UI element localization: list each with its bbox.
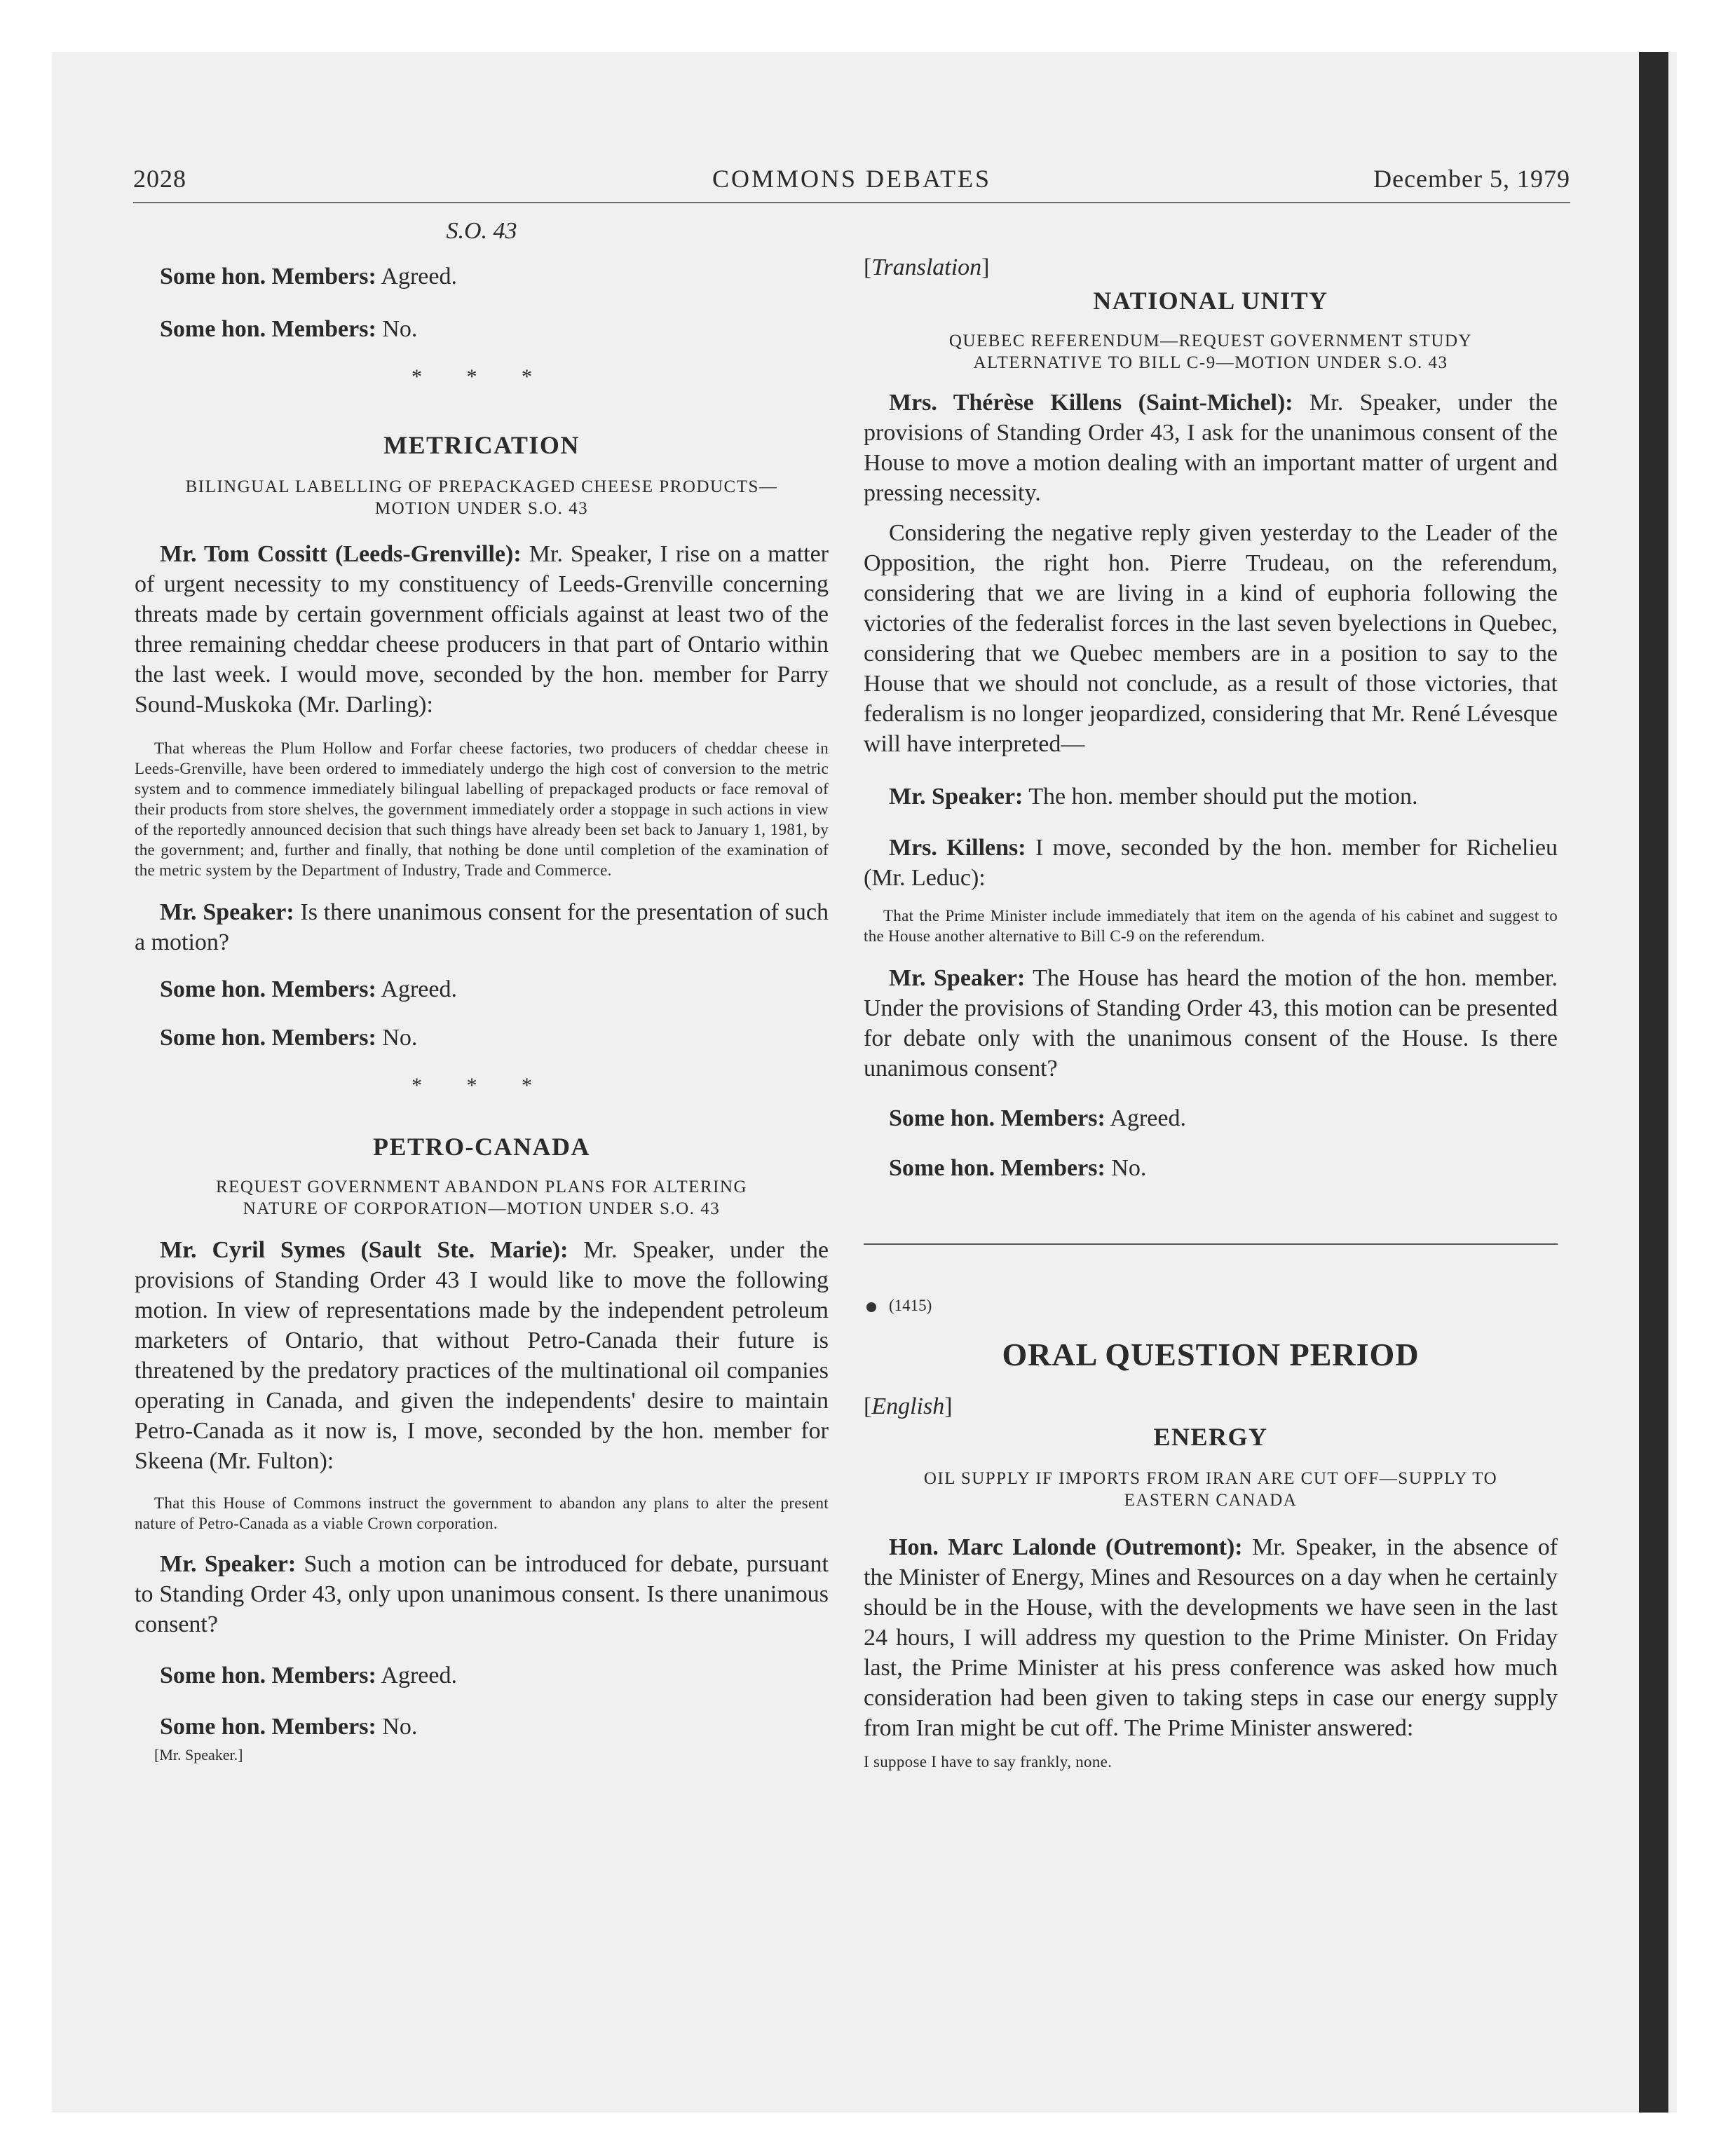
members-agreed [864,1103,1558,1133]
section-separator: * * * [411,1074,552,1097]
speech: Agreed. [381,1663,457,1688]
speaker-name: Mr. Speaker: [160,1551,297,1577]
speech-paragraph [864,1532,1558,1743]
speaker-name: Mr. Speaker: [889,784,1023,810]
english-marker: [English] [864,1393,953,1419]
speaker-name: Mrs. Killens: [889,835,1026,861]
english-label: English [871,1393,945,1419]
speaker-name: Some hon. Members: [160,1025,376,1051]
speech-paragraph [135,539,829,720]
section-subheading [135,1176,829,1220]
speech: Agreed. [381,264,457,289]
speech: Mr. Speaker, under the provisions of Standing Order 43, I ask for the unanimous consent of the House to move a motion dealing with an important matter of urgent and pressing necessity. [864,390,1558,506]
speech: Mr. Speaker, in the absence of the Minister of Energy, Mines and Resources on a day when he certainly should be in the House, with the developments we have seen in the last 24 hours, I will address my question to the Prime Minister. On Friday last, the Prime Minister at his press conference was asked how much consideration had been given to taking steps in case our energy supply from Iran might be cut off. The Prime Minister answered: [864,1534,1558,1741]
speech: Is there unanimous consent for the presentation of such a motion? [135,899,829,955]
speech-paragraph [864,963,1558,1084]
subheading-line: NATURE OF CORPORATION—MOTION UNDER S.O. 43 [243,1199,721,1218]
speaker-name: Some hon. Members: [889,1105,1105,1131]
page-number: 2028 [133,165,186,193]
section-rule [864,1243,1558,1245]
subheading-line: EASTERN CANADA [1124,1491,1298,1510]
members-no [135,1023,829,1053]
members-agreed [135,974,829,1004]
speaker-marker: [Mr. Speaker.] [154,1746,243,1763]
speaker-name: Mr. Cyril Symes (Sault Ste. Marie): [160,1237,569,1263]
issue-date: December 5, 1979 [1373,165,1570,193]
members-no [135,314,829,344]
motion-text: That the Prime Minister include immediately that item on the agenda of his cabinet and suggest to the House another alternative to Bill C-9 on the referendum. [864,907,1558,945]
speech-paragraph [135,1549,829,1639]
right-column [864,210,1558,1772]
translation-label: Translation [871,254,982,280]
speaker-name: Mr. Tom Cossitt (Leeds-Grenville): [160,541,522,567]
speech: Agreed. [381,976,457,1002]
motion-text: That this House of Commons instruct the government to abandon any plans to alter the present nature of Petro-Canada as a viable Crown corporation. [135,1494,829,1532]
bullet-icon [866,1302,876,1312]
translation-marker: [Translation] [864,254,990,280]
speech: The hon. member should put the motion. [1028,784,1418,810]
speech-paragraph: Considering the negative reply given yesterday to the Leader of the Opposition, the right hon. Pierre Trudeau, on the referendum, considering that we are living in a kind of euphoria following the victories of the federalist forces in the last seven byelections in Quebec, considering that we Quebec members are in a position to say to the House that we should not conclude, as a result of those victories, that federalism is no longer jeopardized, considering that Mr. René Lévesque will have interpreted— [864,520,1558,757]
section-heading-national-unity: NATIONAL UNITY [1093,287,1328,315]
section-heading-petro-canada: PETRO-CANADA [373,1133,590,1161]
time-stamp: (1415) [889,1297,932,1314]
page-header [133,163,1570,203]
speech-paragraph [864,782,1558,812]
members-agreed [135,1660,829,1691]
speaker-name: Hon. Marc Lalonde (Outremont): [889,1534,1243,1560]
speech-paragraph [864,833,1558,893]
section-heading-energy: ENERGY [1153,1423,1268,1451]
speaker-name: Mr. Speaker: [160,899,294,925]
speaker-name: Mr. Speaker: [889,965,1026,991]
speech: No. [1111,1155,1147,1181]
speaker-name: Some hon. Members: [160,1714,376,1740]
speech: No. [382,1714,418,1740]
subheading-line: ALTERNATIVE TO BILL C-9—MOTION UNDER S.O. 43 [973,353,1448,372]
section-subheading [864,330,1558,374]
speech: I move, seconded by the hon. member for Richelieu (Mr. Leduc): [864,835,1558,891]
members-no [135,1712,829,1742]
speaker-name: Some hon. Members: [160,1663,376,1688]
motion-text: That whereas the Plum Hollow and Forfar cheese factories, two producers of cheddar cheese in Leeds-Grenville, have been ordered to immediately undergo the high cost of conversion to the metric system and to commence immediately bilingual labelling of prepackaged products or face removal of their products from store shelves, the government immediately order a stoppage in such actions in view of the reportedly announced decision that such things have already been set back to January 1, 1981, by the government; and, further and finally, that nothing be done until completion of the examination of the metric system by the Department of Industry, Trade and Commerce. [135,739,829,879]
subheading-line: MOTION UNDER S.O. 43 [374,499,589,518]
section-heading-metrication: METRICATION [383,431,580,459]
speech: Agreed. [1110,1105,1186,1131]
publication-title: COMMONS DEBATES [712,165,992,193]
speech-paragraph [135,1235,829,1476]
speech-paragraph [135,897,829,957]
subheading-line: QUEBEC REFERENDUM—REQUEST GOVERNMENT STUDY [948,332,1473,350]
speaker-name: Some hon. Members: [160,976,376,1002]
speaker-name: Some hon. Members: [160,264,376,289]
speech: Mr. Speaker, I rise on a matter of urgent necessity to my constituency of Leeds-Grenville concerning threats made by certain government officials against at least two of the three remaining cheddar cheese producers in that part of Ontario within the last week. I would move, seconded by the hon. member for Parry Sound-Muskoka (Mr. Darling): [135,541,829,718]
scan-edge-shadow [1639,52,1668,2113]
speech: No. [382,1025,418,1051]
time-marker [866,1297,1558,1315]
oral-question-period-heading: ORAL QUESTION PERIOD [1002,1337,1420,1372]
speech: Such a motion can be introduced for debate, pursuant to Standing Order 43, only upon unanimous consent. Is there unanimous consent? [135,1551,829,1637]
section-subheading [135,476,829,519]
quoted-answer: I suppose I have to say frankly, none. [864,1753,1113,1770]
members-no [864,1153,1558,1183]
so43-label: S.O. 43 [446,218,517,244]
speaker-name: Some hon. Members: [160,316,376,342]
speech: The House has heard the motion of the hon. member. Under the provisions of Standing Order 43, this motion can be presented for debate only with the unanimous consent of the House. Is there unanimous consent? [864,965,1558,1082]
subheading-line: BILINGUAL LABELLING OF PREPACKAGED CHEESE PRODUCTS— [185,477,778,496]
section-subheading [864,1468,1558,1511]
speaker-name: Some hon. Members: [889,1155,1105,1181]
left-column [135,210,829,1764]
speech-paragraph [864,388,1558,508]
speech: No. [382,316,418,342]
section-separator: * * * [411,365,552,388]
speech: Mr. Speaker, under the provisions of Standing Order 43 I would like to move the following motion. In view of representations made by the independent petroleum marketers of Ontario, that without Petro-Canada their future is threatened by the predatory practices of the multinational oil companies operating in Canada, and given the independents' desire to maintain Petro-Canada as it now is, I move, seconded by the hon. member for Skeena (Mr. Fulton): [135,1237,829,1474]
members-agreed [135,261,829,292]
subheading-line: REQUEST GOVERNMENT ABANDON PLANS FOR ALTERING [215,1178,748,1196]
speaker-name: Mrs. Thérèse Killens (Saint-Michel): [889,390,1293,416]
subheading-line: OIL SUPPLY IF IMPORTS FROM IRAN ARE CUT OFF—SUPPLY TO [923,1469,1498,1488]
